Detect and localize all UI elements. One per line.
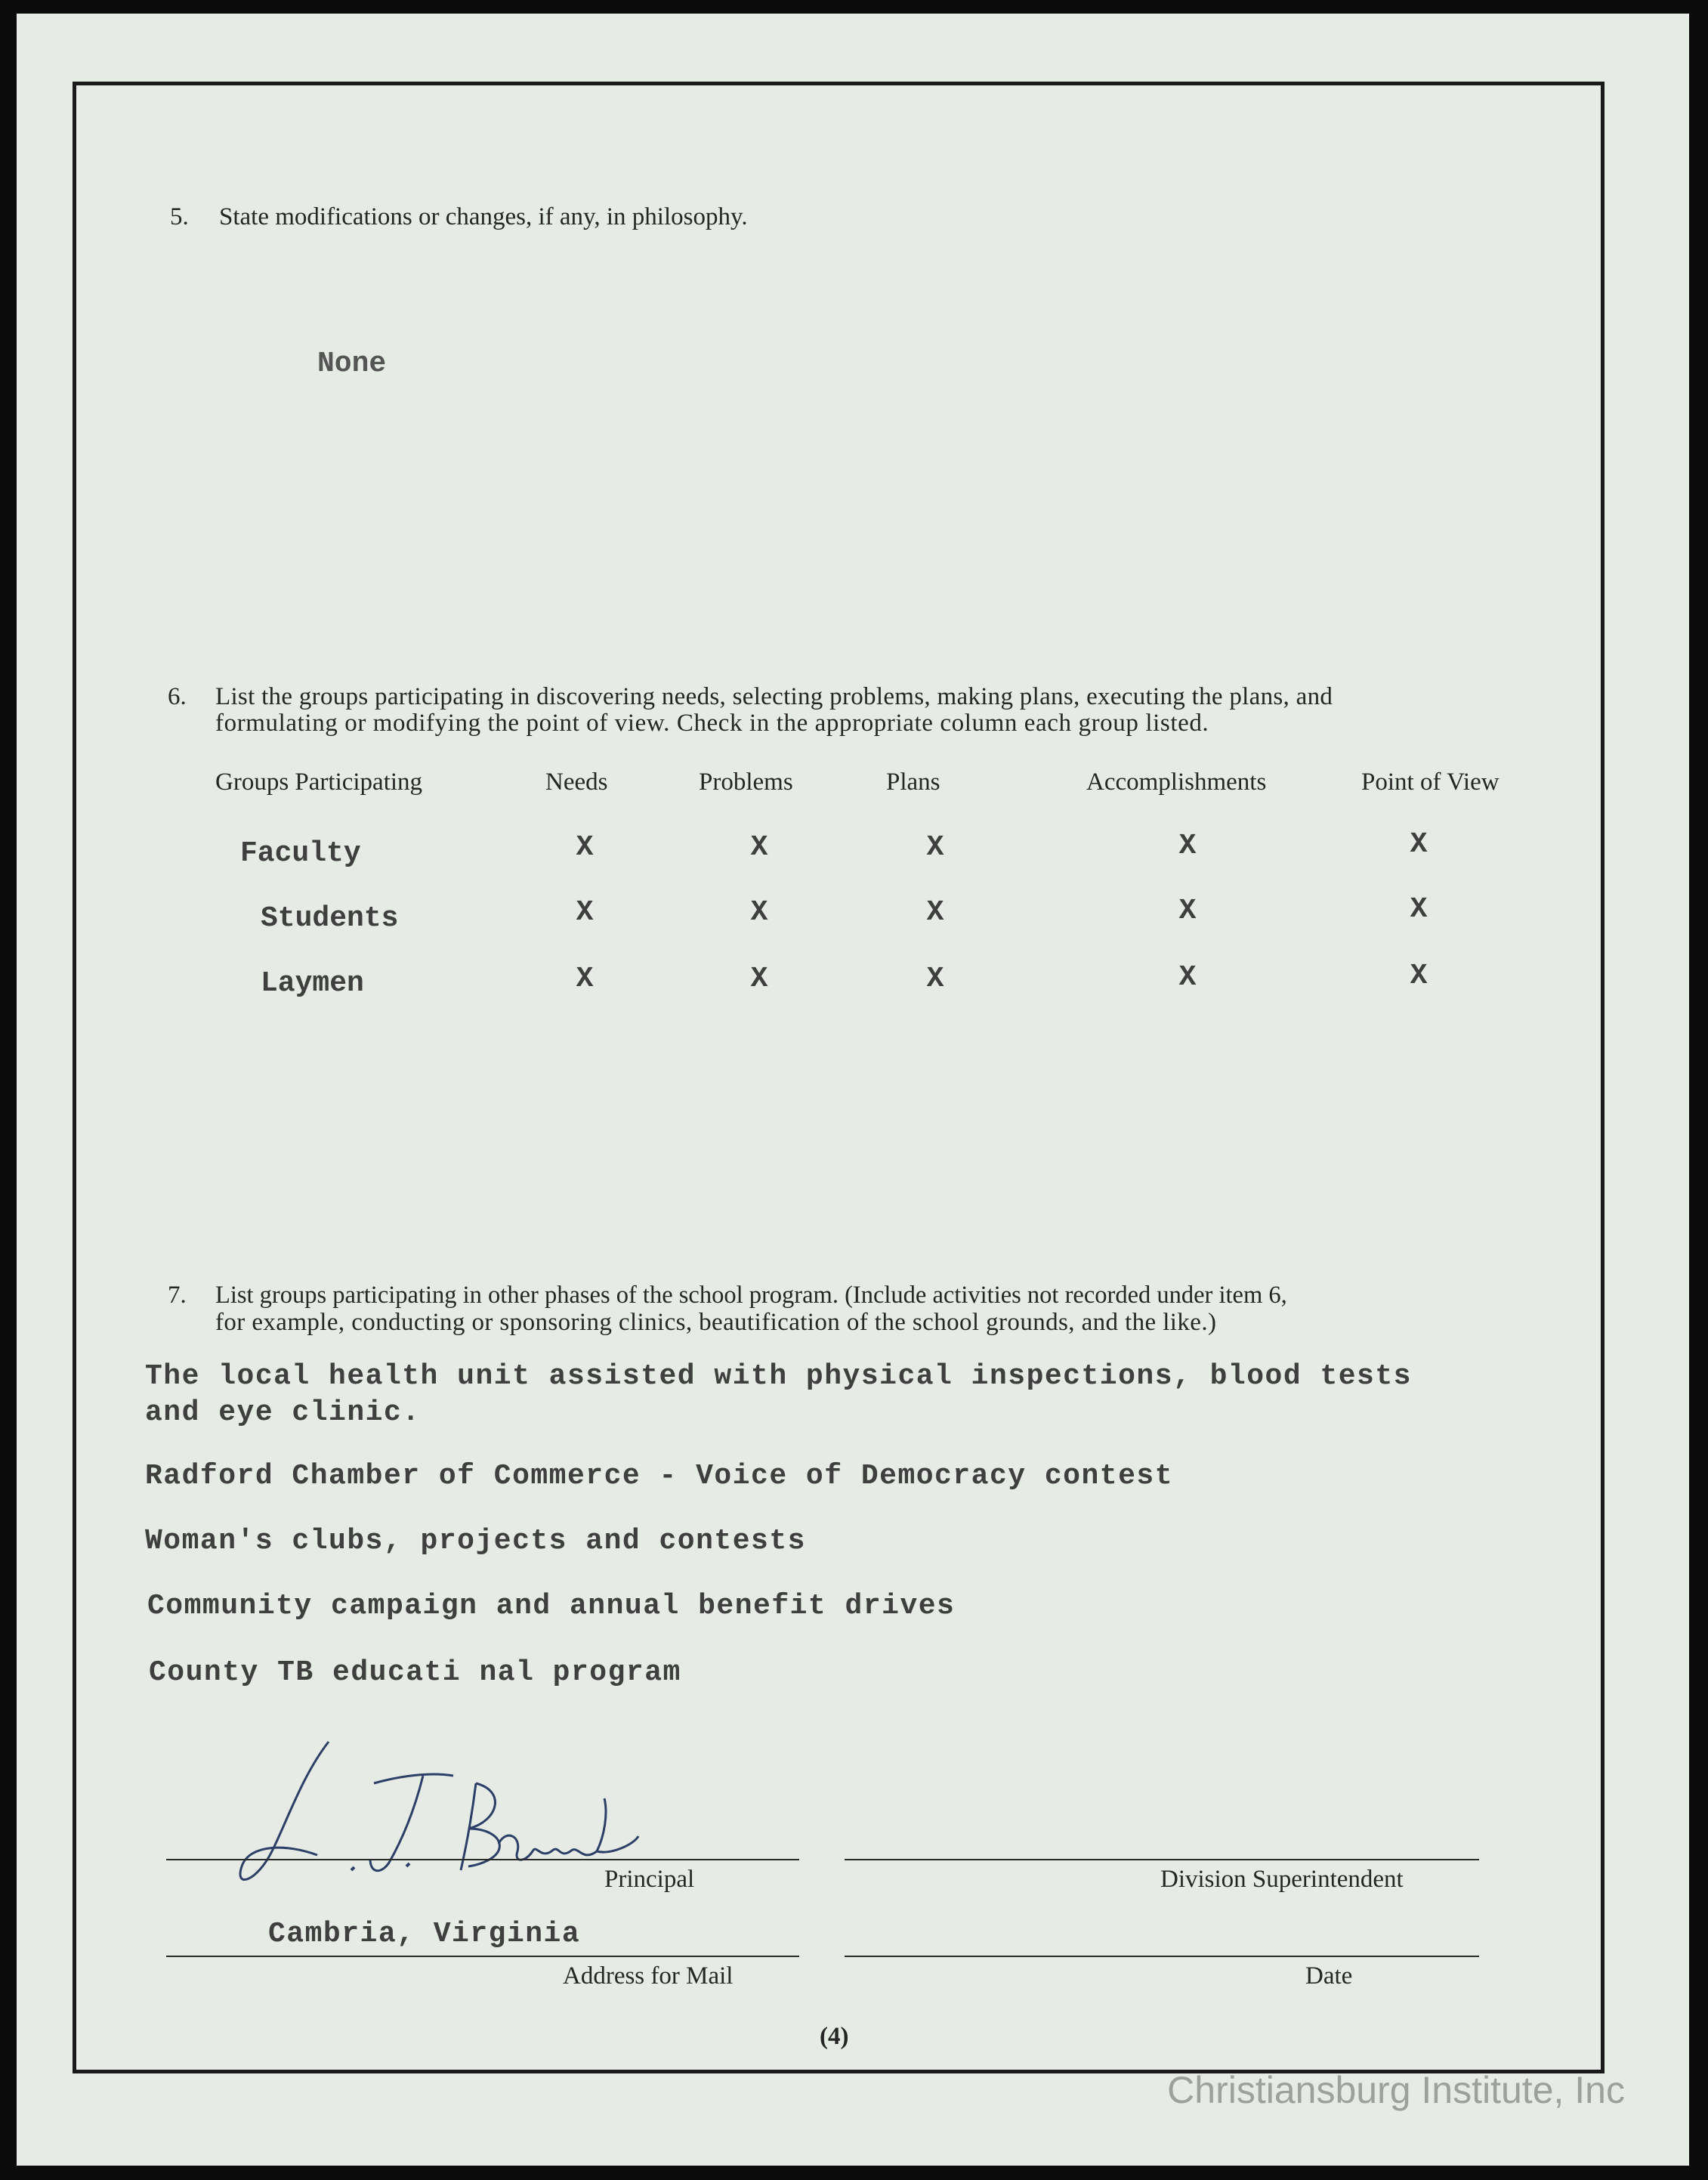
principal-label: Principal [604, 1866, 695, 1893]
check-mark: X [1178, 830, 1197, 862]
superintendent-label: Division Superintendent [1160, 1866, 1404, 1893]
q7-question-line1: List groups participating in other phases of the school program. (Include activities not recorded under item 6, [215, 1282, 1287, 1309]
check-mark: X [1410, 960, 1428, 992]
check-mark: X [750, 896, 768, 929]
q7-answer-line: Community campaign and annual benefit drives [147, 1590, 956, 1622]
q6-question-line1: List the groups participating in discovering needs, selecting problems, making plans, executing the plans, and [215, 683, 1333, 710]
table-row-group: Students [261, 902, 399, 935]
q5-question: State modifications or changes, if any, in philosophy. [219, 203, 748, 230]
check-mark: X [1410, 828, 1428, 861]
col-header-point-of-view: Point of View [1361, 768, 1500, 796]
q5-number: 5. [170, 203, 189, 230]
date-line [845, 1956, 1479, 1957]
check-mark: X [576, 896, 594, 929]
check-mark: X [1178, 961, 1197, 994]
check-mark: X [926, 831, 944, 864]
q7-answer-line: and eye clinic. [145, 1396, 421, 1429]
q7-answer-line: The local health unit assisted with physical inspections, blood tests [145, 1360, 1412, 1393]
page-number: (4) [820, 2023, 849, 2050]
col-header-needs: Needs [545, 768, 608, 796]
check-mark: X [1410, 893, 1428, 926]
address-line [166, 1956, 799, 1957]
superintendent-signature-line [845, 1859, 1479, 1860]
check-mark: X [576, 831, 594, 864]
q7-answer-line: County TB educati nal program [149, 1656, 681, 1689]
table-row-group: Faculty [240, 837, 361, 870]
address-label: Address for Mail [563, 1962, 734, 1990]
check-mark: X [750, 963, 768, 995]
principal-signature [227, 1730, 665, 1904]
check-mark: X [750, 831, 768, 864]
q7-answer-line: Woman's clubs, projects and contests [145, 1525, 806, 1557]
date-label: Date [1305, 1962, 1353, 1990]
q5-answer: None [317, 348, 387, 380]
q7-question-line2: for example, conducting or sponsoring clinics, beautification of the school grounds, and the like.) [215, 1309, 1217, 1336]
col-header-groups: Groups Participating [215, 768, 423, 796]
address-value: Cambria, Virginia [268, 1918, 581, 1950]
col-header-problems: Problems [699, 768, 793, 796]
table-row-group: Laymen [261, 967, 364, 1000]
q6-question-line2: formulating or modifying the point of view. Check in the appropriate column each group listed. [215, 710, 1209, 737]
principal-signature-line [166, 1859, 799, 1860]
check-mark: X [576, 963, 594, 995]
check-mark: X [926, 963, 944, 995]
q6-number: 6. [168, 683, 187, 710]
q7-number: 7. [168, 1282, 187, 1309]
watermark: Christiansburg Institute, Inc [1167, 2069, 1625, 2111]
col-header-accomplishments: Accomplishments [1086, 768, 1267, 796]
col-header-plans: Plans [886, 768, 940, 796]
check-mark: X [926, 896, 944, 929]
q7-answer-line: Radford Chamber of Commerce - Voice of Democracy contest [145, 1460, 1174, 1492]
check-mark: X [1178, 895, 1197, 927]
